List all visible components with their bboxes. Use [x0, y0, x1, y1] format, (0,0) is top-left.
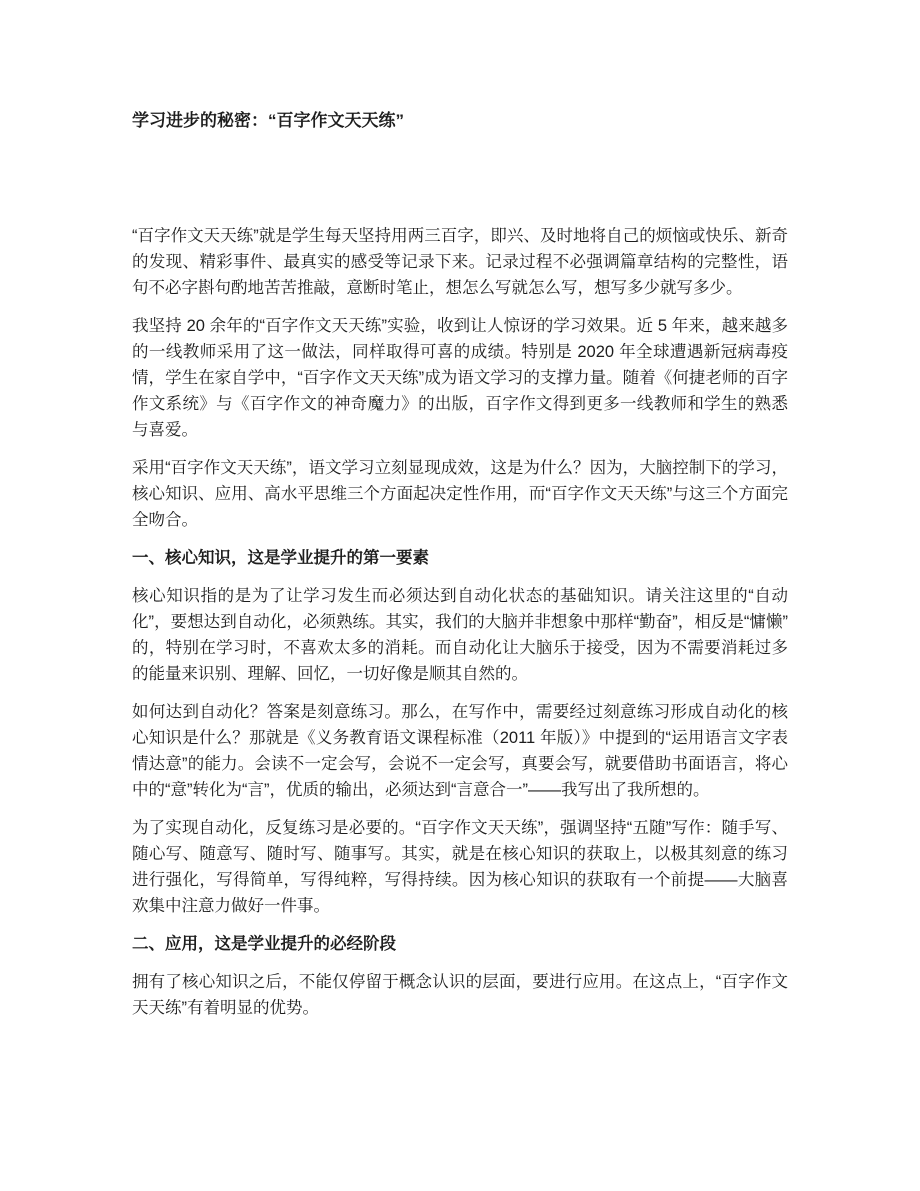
paragraph-experiment: 我坚持 20 余年的“百字作文天天练”实验，收到让人惊讶的学习效果。近 5 年来，越来越多的一线教师采用了这一做法，同样取得可喜的成绩。特别是 2020 年全球遭遇新冠病毒疫情，学生在家自学中，“百字作文天天练”成为语文学习的支撑力量。随着《何捷老师的百字作文系统》与《百字作文的神奇魔力》的出版，百字作文得到更多一线教师和学生的熟悉与喜爱。	[132, 317, 788, 439]
paragraph-intro: “百字作文天天练”就是学生每天坚持用两三百字，即兴、及时地将自己的烦恼或快乐、新奇的发现、精彩事件、最真实的感受等记录下来。记录过程不必强调篇章结构的完整性，语句不必字斟句酌地苦苦推敲，意断时笔止，想怎么写就怎么写，想写多少就写多少。	[132, 227, 788, 297]
document-title: 学习进步的秘密：“百字作文天天练”	[132, 111, 404, 130]
paragraph-deliberate-practice: 如何达到自动化？答案是刻意练习。那么，在写作中，需要经过刻意练习形成自动化的核心知识是什么？那就是《义务教育语文课程标准（2011 年版）》中提到的“运用语言文字表情达意”的能力。会读不一定会写，会说不一定会写，真要会写，就要借助书面语言，将心中的“意”转化为“言”，优质的输出，必须达到“言意合一”——我写出了我所想的。	[132, 703, 788, 799]
paragraph-why-effective: 采用“百字作文天天练”，语文学习立刻显现成效，这是为什么？因为，大脑控制下的学习，核心知识、应用、高水平思维三个方面起决定性作用，而“百字作文天天练”与这三个方面完全吻合。	[132, 459, 788, 529]
paragraph-core-knowledge-definition: 核心知识指的是为了让学习发生而必须达到自动化状态的基础知识。请关注这里的“自动化”，要想达到自动化，必须熟练。其实，我们的大脑并非想象中那样“勤奋”，相反是“慵懒”的，特别在学习时，不喜欢太多的消耗。而自动化让大脑乐于接受，因为不需要消耗过多的能量来识别、理解、回忆，一切好像是顺其自然的。	[132, 587, 788, 683]
paragraph-application: 拥有了核心知识之后，不能仅停留于概念认识的层面，要进行应用。在这点上，“百字作文天天练”有着明显的优势。	[132, 973, 788, 1017]
section-heading-application: 二、应用，这是学业提升的必经阶段	[132, 935, 396, 953]
paragraph-five-sui-writing: 为了实现自动化，反复练习是必要的。“百字作文天天练”，强调坚持“五随”写作：随手写、随心写、随意写、随时写、随事写。其实，就是在核心知识的获取上，以极其刻意的练习进行强化，写得简单，写得纯粹，写得持续。因为核心知识的获取有一个前提——大脑喜欢集中注意力做好一件事。	[132, 819, 788, 915]
section-heading-core-knowledge: 一、核心知识，这是学业提升的第一要素	[132, 549, 429, 567]
